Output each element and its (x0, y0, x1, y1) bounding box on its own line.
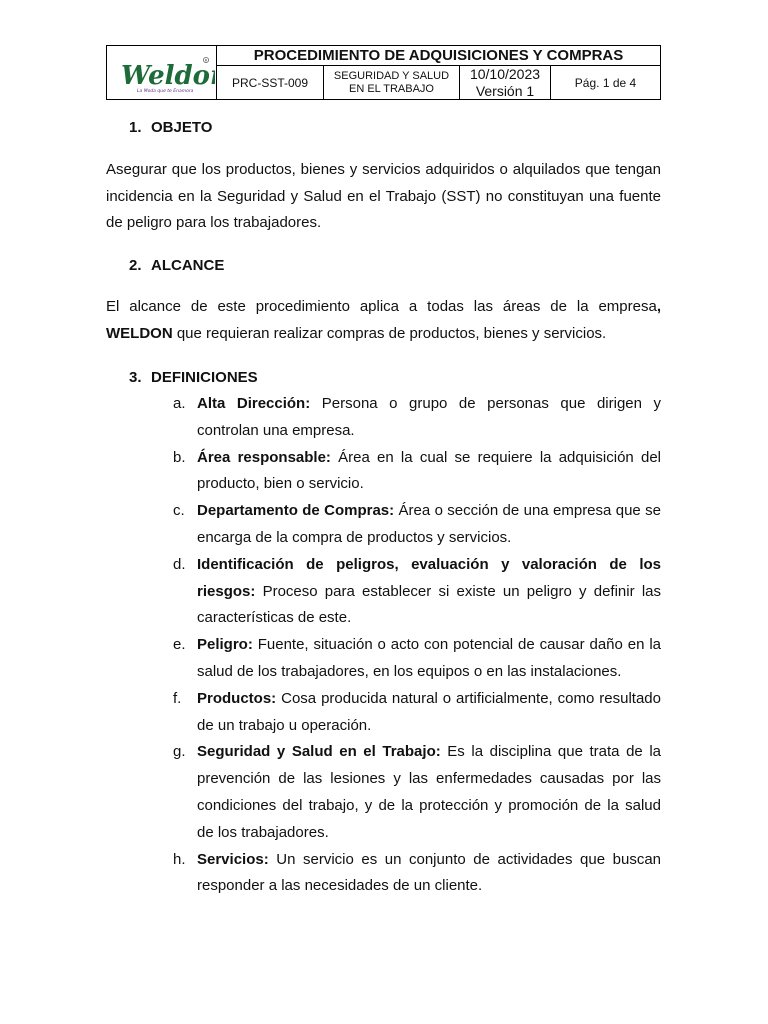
paragraph-objeto: Asegurar que los productos, bienes y servicios adquiridos o alquilados que tengan incidencia en la Seguridad y Salud en el Trabajo (SST) no constituyan una fuente de peligro para los trabajadores. (106, 161, 661, 232)
definition-item: d. Identificación de peligros, evaluación y valoración de los riesgos: Proceso para establecer si existe un peligro y definir las características de este. (173, 555, 661, 627)
document-code: PRC-SST-009 (217, 66, 324, 99)
definition-item: g. Seguridad y Salud en el Trabajo: Es la disciplina que trata de la prevención de las lesiones y las enfermedades causadas por las condiciones del trabajo, y de la protección y promoción de la salud de los trabajadores. (173, 743, 661, 841)
document-area: SEGURIDAD Y SALUD EN EL TRABAJO (324, 66, 460, 99)
page-number: Pág. 1 de 4 (574, 75, 637, 90)
document-title: PROCEDIMIENTO DE ADQUISICIONES Y COMPRAS (217, 46, 660, 66)
document-date-version (460, 66, 551, 99)
paragraph-alcance: El alcance de este procedimiento aplica a todas las áreas de la empresa, WELDON que requieran realizar compras de productos, bienes y servicios. (106, 298, 661, 342)
weldon-logo (107, 46, 215, 99)
document-version: Versión 1 (475, 82, 535, 99)
svg-text:R: R (204, 58, 208, 63)
document-header-table (106, 45, 661, 100)
definition-item: f. Productos: Cosa producida natural o artificialmente, como resultado de un trabajo u operación. (173, 689, 661, 734)
document-date: 10/10/2023 (469, 65, 541, 82)
section-heading-objeto: 1. OBJETO (129, 119, 213, 136)
definition-item: b. Área responsable: Área en la cual se requiere la adquisición del producto, bien o servicio. (173, 448, 661, 493)
section-heading-definiciones: 3. DEFINICIONES (129, 369, 258, 386)
company-name: WELDON (106, 324, 173, 342)
section-heading-alcance: 2. ALCANCE (129, 257, 225, 274)
logo-wordmark: Weldo (121, 61, 211, 91)
definitions-list (106, 391, 661, 900)
logo-tagline: La Moda que te Enamora (137, 89, 194, 94)
definition-item: a. Alta Dirección: Persona o grupo de personas que dirigen y controlan una empresa. (173, 395, 661, 439)
definition-item: e. Peligro: Fuente, situación o acto con potencial de causar daño en la salud de los trabajadores, en los equipos o en las instalaciones. (173, 636, 661, 680)
definition-item: h. Servicios: Un servicio es un conjunto de actividades que buscan responder a las necesidades de un cliente. (173, 850, 661, 895)
logo-cell (107, 46, 217, 99)
definition-item: c. Departamento de Compras: Área o sección de una empresa que se encarga de la compra de productos y servicios. (173, 502, 661, 546)
